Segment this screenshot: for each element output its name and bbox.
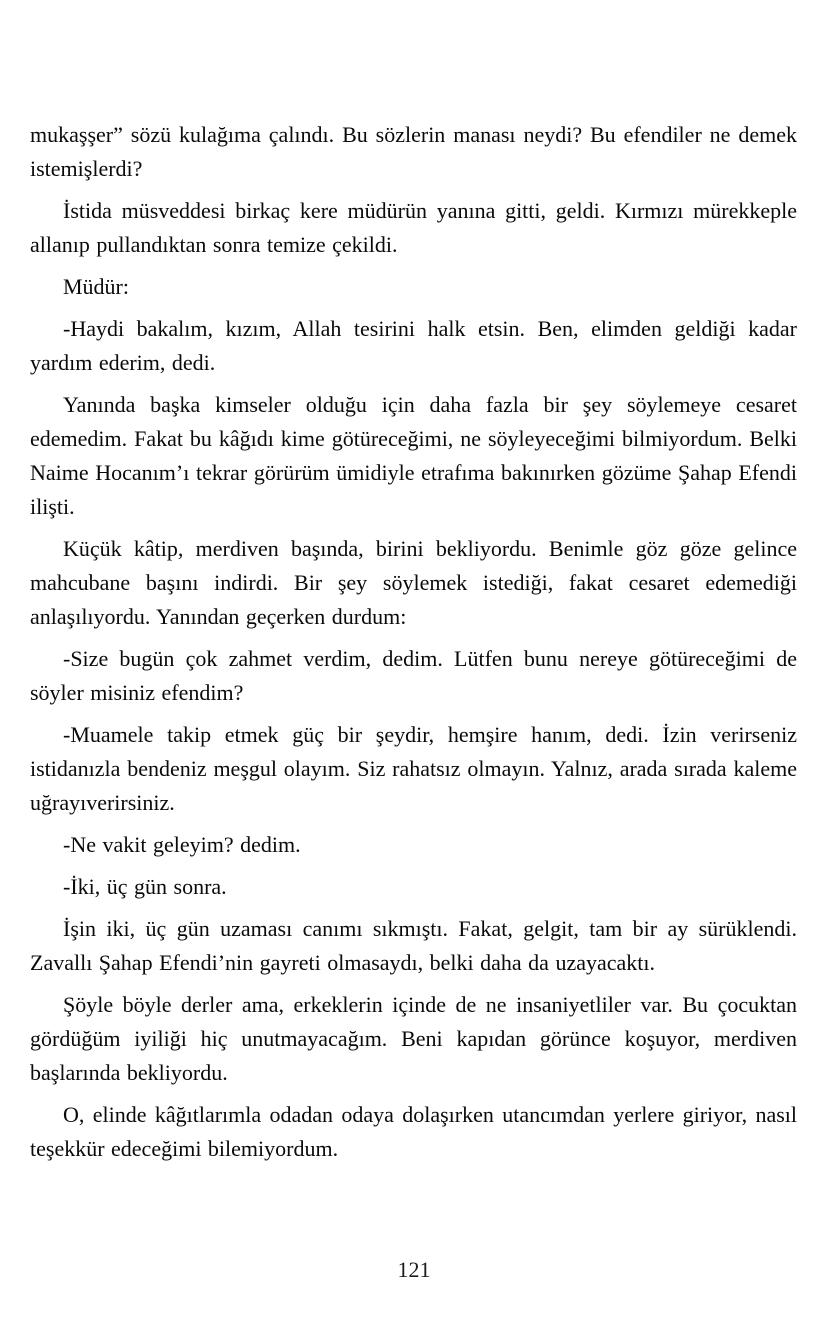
- paragraph: Müdür:: [63, 274, 129, 299]
- paragraph: -Ne vakit geleyim? dedim.: [63, 832, 301, 857]
- paragraph: İstida müsveddesi birkaç kere müdürün yanına gitti, geldi. Kırmızı mürekkeple allanıp pullandıktan sonra temize çekildi.: [30, 198, 797, 257]
- paragraph: -İki, üç gün sonra.: [63, 874, 227, 899]
- paragraph: İşin iki, üç gün uzaması canımı sıkmıştı. Fakat, gelgit, tam bir ay sürüklendi. Zavallı Şahap Efendi’nin gayreti olmasaydı, belki daha da uzayacaktı.: [30, 916, 797, 975]
- paragraph: Yanında başka kimseler olduğu için daha fazla bir şey söylemeye cesaret edemedim. Fakat bu kâğıdı kime götüreceğimi, ne söyleyeceğimi bilmiyordum. Belki Naime Hocanım’ı tekrar görürüm ümidiyle etrafıma bakınırken gözüme Şahap Efendi ilişti.: [30, 392, 797, 519]
- paragraph: -Haydi bakalım, kızım, Allah tesirini halk etsin. Ben, elimden geldiği kadar yardım ederim, dedi.: [30, 316, 797, 375]
- paragraph: -Muamele takip etmek güç bir şeydir, hemşire hanım, dedi. İzin verirseniz istidanızla bendeniz meşgul olayım. Siz rahatsız olmayın. Yalnız, arada sırada kaleme uğrayıverirsiniz.: [30, 722, 797, 815]
- paragraph: Küçük kâtip, merdiven başında, birini bekliyordu. Benimle göz göze gelince mahcubane başını indirdi. Bir şey söylemek istediği, fakat cesaret edemediği anlaşılıyordu. Yanından geçerken durdum:: [30, 536, 797, 629]
- page-text: [30, 118, 797, 1174]
- paragraph: O, elinde kâğıtlarımla odadan odaya dolaşırken utancımdan yerlere giriyor, nasıl teşekkür edeceğimi bilemiyordum.: [30, 1102, 797, 1161]
- paragraph: Şöyle böyle derler ama, erkeklerin içinde de ne insaniyetliler var. Bu çocuktan gördüğüm iyiliği hiç unutmayacağım. Beni kapıdan görünce koşuyor, merdiven başlarında bekliyordu.: [30, 992, 797, 1085]
- paragraph: mukaşşer” sözü kulağıma çalındı. Bu sözlerin manası neydi? Bu efendiler ne demek istemişlerdi?: [30, 122, 797, 181]
- paragraph: -Size bugün çok zahmet verdim, dedim. Lütfen bunu nereye götüreceğimi de söyler misiniz efendim?: [30, 646, 797, 705]
- page-number: 121: [397, 1257, 431, 1282]
